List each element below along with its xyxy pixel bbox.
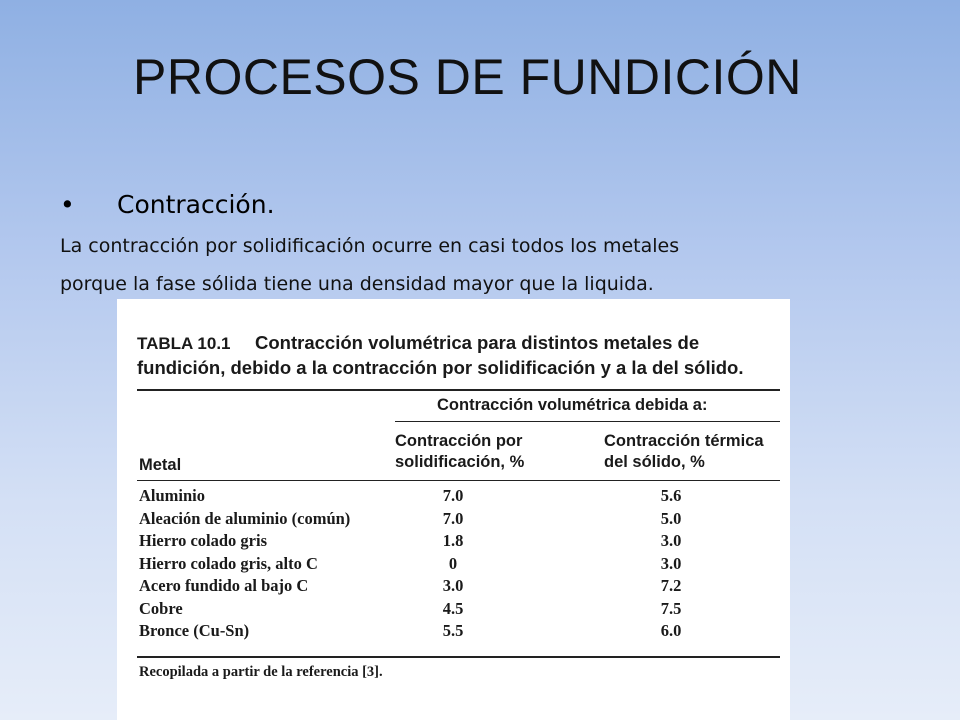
cell-metal: Bronce (Cu-Sn) xyxy=(139,621,250,640)
header-bottom-rule xyxy=(137,480,780,481)
cell-thermal: 5.0 xyxy=(660,508,682,528)
cell-metal: Cobre xyxy=(139,598,183,618)
group-header: Contracción volumétrica debida a: xyxy=(437,396,708,414)
table-row xyxy=(117,531,790,554)
cell-thermal: 3.0 xyxy=(660,531,682,550)
paragraph-line-1: La contracción por solidificación ocurre en casi todos los metales xyxy=(60,235,680,257)
cell-solidification: 0 xyxy=(448,553,458,573)
cell-metal: Hierro colado gris, alto C xyxy=(139,553,318,573)
table-image xyxy=(117,299,790,720)
bullet-text: Contracción. xyxy=(117,190,275,219)
table-row xyxy=(117,554,790,577)
cell-thermal: 6.0 xyxy=(660,621,682,640)
column-header-solidification-line1: Contracción por xyxy=(395,432,523,450)
table-row xyxy=(117,509,790,532)
cell-thermal: 7.2 xyxy=(660,576,682,595)
cell-metal: Aluminio xyxy=(139,486,206,505)
cell-thermal: 7.5 xyxy=(660,598,682,618)
column-header-thermal-line2: del sólido, % xyxy=(604,453,705,471)
table-top-rule xyxy=(137,389,780,391)
cell-solidification: 4.5 xyxy=(442,598,464,618)
cell-metal: Acero fundido al bajo C xyxy=(139,576,309,595)
column-header-thermal xyxy=(604,431,764,473)
table-body xyxy=(117,486,790,644)
column-header-metal: Metal xyxy=(139,456,182,474)
slide-title: PROCESOS DE FUNDICIÓN xyxy=(133,49,802,105)
table-row xyxy=(117,599,790,622)
cell-solidification: 1.8 xyxy=(442,531,464,550)
group-rule xyxy=(395,421,780,422)
column-header-solidification xyxy=(395,431,524,473)
cell-thermal: 5.6 xyxy=(660,486,682,505)
column-header-thermal-line1: Contracción térmica xyxy=(604,432,764,450)
caption-line-2: fundición, debido a la contracción por solidificación y a la del sólido. xyxy=(137,357,744,378)
cell-solidification: 5.5 xyxy=(442,621,464,640)
cell-thermal: 3.0 xyxy=(660,553,682,573)
cell-solidification: 7.0 xyxy=(442,508,464,528)
cell-metal: Hierro colado gris xyxy=(139,531,268,550)
cell-metal: Aleación de aluminio (común) xyxy=(139,508,351,528)
table-caption xyxy=(137,331,743,380)
table-label: TABLA 10.1 xyxy=(137,334,231,353)
cell-solidification: 3.0 xyxy=(442,576,464,595)
table-row xyxy=(117,576,790,599)
table-source-note: Recopilada a partir de la referencia [3]. xyxy=(139,664,383,680)
cell-solidification: 7.0 xyxy=(442,486,464,505)
table-bottom-rule xyxy=(137,656,780,658)
paragraph-line-2: porque la fase sólida tiene una densidad mayor que la liquida. xyxy=(60,273,654,295)
column-header-solidification-line2: solidificación, % xyxy=(395,453,525,471)
table-row xyxy=(117,486,790,509)
table-row xyxy=(117,621,790,644)
caption-line-1: Contracción volumétrica para distintos metales de xyxy=(255,332,700,353)
bullet-icon: • xyxy=(60,190,75,219)
